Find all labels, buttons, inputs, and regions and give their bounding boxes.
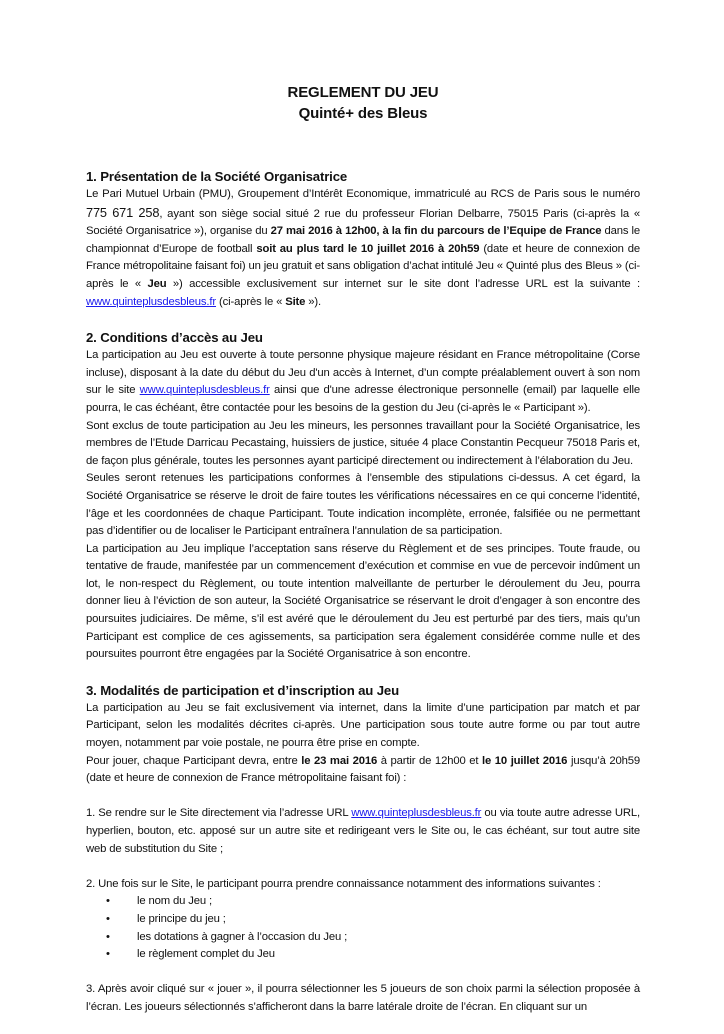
bold-text: le 23 mai 2016 bbox=[301, 754, 378, 767]
text: jusqu’à 20h59 (date et heure de connexion de France métropolitaine faisant foi) : bbox=[86, 754, 641, 785]
rcs-number: 775 671 258 bbox=[86, 204, 160, 220]
bold-text: le 10 juillet 2016 bbox=[482, 754, 568, 767]
paragraph bbox=[86, 186, 640, 311]
paragraph bbox=[86, 347, 640, 417]
section-heading: 3. Modalités de participation et d’inscription au Jeu bbox=[86, 682, 399, 698]
document-subtitle: Quinté+ des Bleus bbox=[298, 105, 428, 122]
paragraph: Seules seront retenues les participations conformes à l’ensemble des stipulations ci-dessus. A cet égard, la Société Organisatrice se réserve le droit de faire toutes les vérifications nécessaires en ce qui concerne l’identité, l’âge et les coordonnées de chaque Participant. Toute indication incomplète, erronée, falsifiée ou ne permettant pas d’identifier ou de localiser le Participant entraînera l’annulation de sa participation. bbox=[86, 472, 640, 538]
title-block bbox=[86, 82, 640, 124]
text: à partir de 12h00 et bbox=[377, 754, 483, 767]
text: (date et heure de connexion de France métropolitaine faisant foi) un jeu gratuit et sans obligation d’achat intitulé Jeu « Quinté plus des Bleus » (ci-après le « bbox=[86, 242, 640, 290]
section-heading: 2. Conditions d’accès au Jeu bbox=[86, 330, 263, 346]
list-item bbox=[106, 911, 640, 929]
site-link[interactable]: www.quinteplusdesbleus.fr bbox=[351, 807, 482, 820]
list-item bbox=[106, 929, 640, 947]
spacer bbox=[86, 858, 640, 876]
info-list bbox=[86, 893, 640, 963]
bold-text: 27 mai 2016 à 12h00, à la fin du parcours de l’Equipe de France bbox=[270, 225, 602, 238]
step-3: 3. Après avoir cliqué sur « jouer », il pourra sélectionner les 5 joueurs de son choix parmi la sélection proposée à l’écran. Les joueurs sélectionnés s’afficheront dans la barre latérale droite de l’écran. En cliquant sur un bbox=[86, 983, 640, 1013]
text: La participation au Jeu est ouverte à toute personne physique majeure résidant en France métropolitaine (Corse incluse), disposant à la date du début du Jeu d'un accès à Internet, d’un compte préalablement ouvert à son nom sur le site bbox=[86, 349, 640, 397]
text: (ci-après le « bbox=[216, 295, 286, 308]
list-item bbox=[106, 893, 640, 911]
bold-text: soit au plus tard le 10 juillet 2016 à 20h59 bbox=[256, 242, 480, 255]
section-heading: 1. Présentation de la Société Organisatrice bbox=[86, 169, 348, 184]
document-title: REGLEMENT DU JEU bbox=[287, 84, 439, 101]
spacer bbox=[86, 964, 640, 982]
text: ou via toute autre adresse URL, hyperlien, bouton, etc. apposé sur un autre site et redirigeant vers le Site ou, le cas échéant, sur tout autre site web de substitution du Site ; bbox=[86, 807, 640, 855]
bullet-icon: • bbox=[106, 895, 110, 908]
paragraph: Sont exclus de toute participation au Jeu les mineurs, les personnes travaillant pour la Société Organisatrice, les membres de l’Etude Darricau Pecastaing, huissiers de justice, située 4 place Constantin Pecqueur 75018 Paris et, de façon plus générale, toutes les personnes ayant participé directement ou indirectement à l’élaboration du Jeu. bbox=[86, 419, 641, 467]
document-page bbox=[86, 82, 640, 1034]
site-link[interactable]: www.quinteplusdesbleus.fr bbox=[86, 295, 217, 308]
section-1 bbox=[86, 167, 640, 311]
step-1 bbox=[86, 805, 640, 858]
site-link[interactable]: www.quinteplusdesbleus.fr bbox=[139, 384, 270, 397]
bullet-icon: • bbox=[106, 930, 110, 943]
paragraph bbox=[86, 753, 640, 788]
text: ») accessible exclusivement sur internet sur le site dont l’adresse URL est la suivante : bbox=[166, 277, 640, 290]
text: Le Pari Mutuel Urbain (PMU), Groupement d’Intérêt Economique, immatriculé au RCS de Paris sous le numéro bbox=[86, 188, 640, 200]
text: , ayant son siège social situé 2 rue du professeur Florian Delbarre, 75015 Paris (ci-après la « Société Organisatrice »), organise du bbox=[86, 207, 641, 238]
bullet-icon: • bbox=[106, 912, 110, 925]
spacer bbox=[86, 788, 640, 806]
paragraph: La participation au Jeu se fait exclusivement via internet, dans la limite d’une participation par match et par Participant, selon les modalités décrites ci-après. Une participation sous toute autre forme ou par tout autre moyen, notamment par voie postale, ne pourra être prise en compte. bbox=[86, 701, 640, 750]
list-item bbox=[106, 946, 640, 964]
text: ainsi que d'une adresse électronique personnelle (email) par laquelle elle pourra, le cas échéant, être contactée pour les besoins de la gestion du Jeu (ci-après le « Participant »). bbox=[86, 384, 640, 414]
bold-text: Site bbox=[285, 295, 306, 308]
paragraph: La participation au Jeu implique l’acceptation sans réserve du Règlement et de ses principes. Toute fraude, ou tentative de fraude, manifestée par un commencement d’exécution et commise en vue de percevoir indûment un lot, le non-respect du Règlement, ou toute intention malveillante de perturber le déroulement du Jeu, pourra donner lieu à l’éviction de son auteur, la Société Organisatrice se réservant le droit d’engager à son encontre des poursuites judiciaires. De même, s’il est avéré que le déroulement du Jeu est perturbé par des tiers, mais qu’un Participant est complice de ces agissements, sa participation sera également considérée comme nulle et des poursuites pourront être engagées par la Société Organisatrice à son encontre. bbox=[86, 542, 640, 661]
text: dans le championnat d’Europe de football bbox=[86, 225, 640, 255]
text: 1. Se rendre sur le Site directement via l’adresse URL bbox=[86, 807, 352, 820]
section-3 bbox=[86, 681, 640, 1017]
text: »). bbox=[305, 295, 322, 308]
text: Pour jouer, chaque Participant devra, entre bbox=[86, 754, 302, 767]
list-item-text: le règlement complet du Jeu bbox=[137, 948, 275, 961]
list-item-text: les dotations à gagner à l’occasion du Jeu ; bbox=[137, 930, 348, 943]
step-2: 2. Une fois sur le Site, le participant pourra prendre connaissance notamment des informations suivantes : bbox=[86, 877, 601, 890]
bold-text: Jeu bbox=[147, 277, 167, 290]
list-item-text: le nom du Jeu ; bbox=[137, 895, 212, 908]
list-item-text: le principe du jeu ; bbox=[137, 912, 226, 925]
section-2 bbox=[86, 328, 640, 664]
bullet-icon: • bbox=[106, 948, 110, 961]
